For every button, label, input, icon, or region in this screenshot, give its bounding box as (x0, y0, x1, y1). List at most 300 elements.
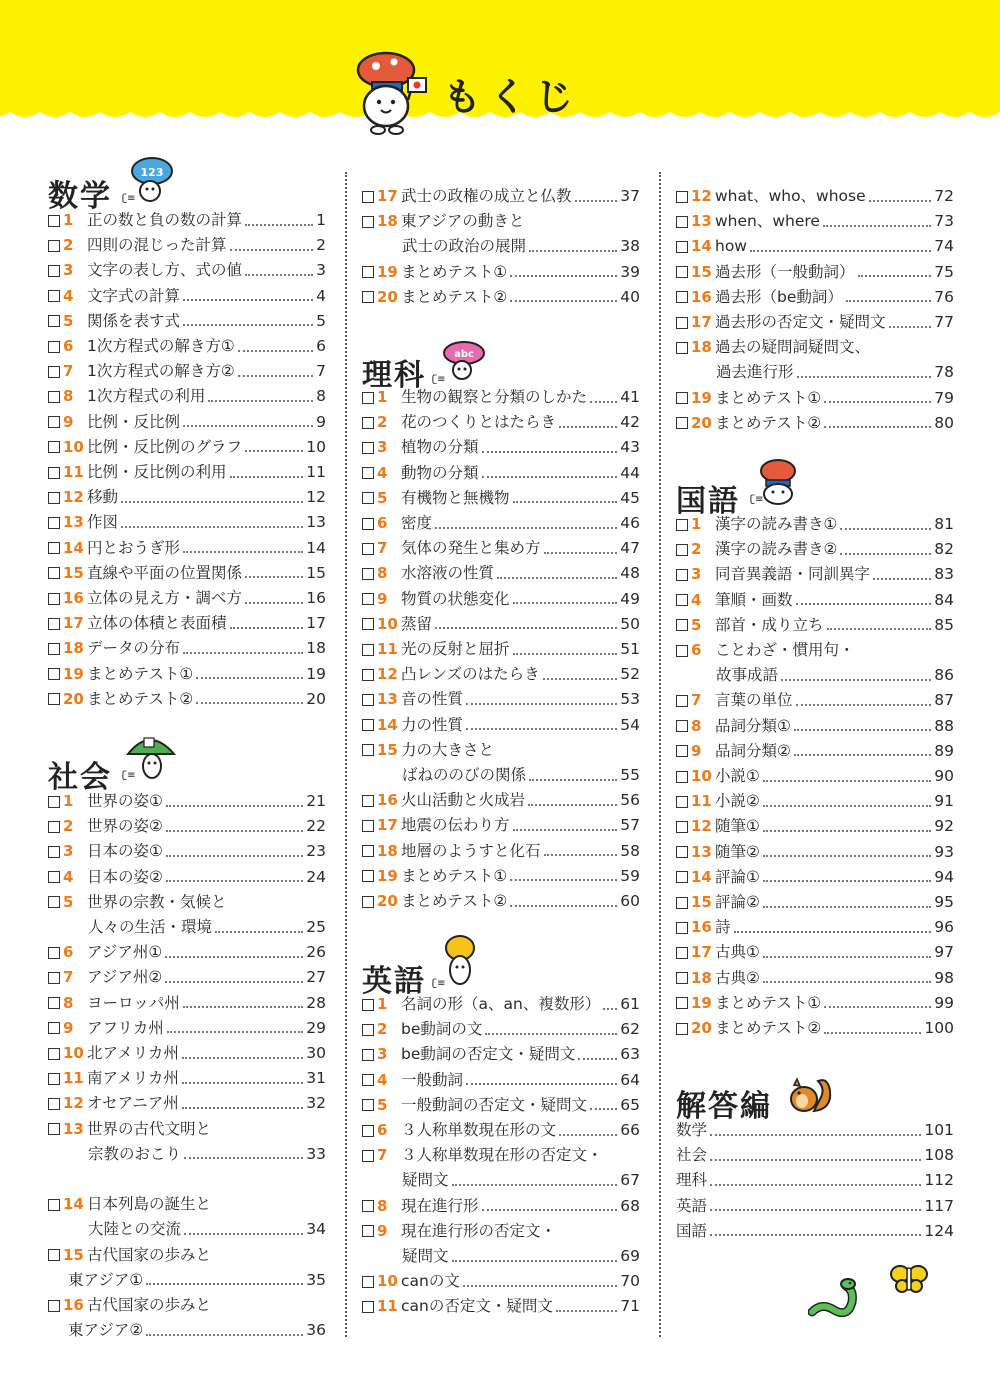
toc-row (676, 966, 954, 991)
page-number: 20 (306, 689, 326, 708)
page-number: 85 (934, 615, 954, 634)
unit-number: 19 (691, 388, 712, 407)
page-number: 86 (934, 666, 954, 685)
unit-number: 2 (377, 1020, 388, 1039)
unit-number: 16 (691, 287, 712, 306)
page-number: 33 (306, 1144, 326, 1163)
unit-number: 19 (377, 866, 398, 885)
checkbox-icon (676, 997, 688, 1009)
unit-title: 武士の政治の展開 (402, 237, 527, 256)
unit-number: 4 (377, 1070, 388, 1089)
leader-dots (245, 602, 303, 604)
toc-row (676, 688, 954, 713)
toc-row (676, 537, 954, 562)
page-number: 36 (306, 1321, 326, 1340)
checkbox-icon (48, 821, 60, 833)
toc-row (48, 460, 326, 485)
toc-row (362, 385, 640, 410)
unit-title: 品詞分類① (715, 716, 791, 735)
unit-title: canの否定文・疑問文 (401, 1297, 553, 1316)
unit-title: 正の数と負の数の計算 (87, 211, 243, 229)
toc-row (676, 260, 954, 285)
toc-row (48, 435, 326, 460)
unit-number: 8 (63, 387, 74, 406)
section-title-math: 数学 (48, 179, 112, 214)
unit-title: 小説① (715, 767, 760, 785)
page-number: 29 (306, 1018, 326, 1037)
unit-number: 2 (63, 817, 74, 836)
checkbox-icon (676, 241, 688, 253)
checkbox-icon (676, 720, 688, 732)
unit-number: 9 (63, 1018, 74, 1037)
toc-row (48, 890, 326, 915)
checkbox-icon (48, 567, 60, 579)
leader-dots (245, 576, 303, 578)
page-number: 64 (620, 1070, 640, 1089)
toc-row (48, 1293, 326, 1318)
unit-number: 8 (377, 1196, 388, 1215)
toc-row (362, 1042, 640, 1067)
toc-row (676, 613, 954, 638)
toc-row (362, 813, 640, 838)
unit-number: 5 (691, 615, 702, 634)
checkbox-icon (676, 191, 688, 203)
leader-dots (763, 906, 931, 908)
leader-dots (230, 627, 304, 629)
toc-row (362, 1068, 640, 1093)
page-number: 37 (620, 187, 640, 205)
page-number: 35 (306, 1270, 326, 1289)
leader-dots (146, 1283, 303, 1285)
answer-row (676, 1143, 954, 1168)
toc-row (362, 738, 640, 763)
unit-number: 15 (377, 740, 398, 759)
svg-text:ʗ≡: ʗ≡ (122, 193, 136, 204)
page-number: 45 (620, 488, 640, 507)
checkbox-icon (676, 417, 688, 429)
unit-number: 11 (691, 792, 712, 811)
unit-title: 動物の分類 (401, 463, 479, 482)
leader-dots (513, 602, 618, 604)
svg-text:ʗ≡: ʗ≡ (750, 494, 764, 505)
page-number: 73 (934, 212, 954, 231)
unit-title: 評論② (715, 893, 760, 911)
checkbox-icon (676, 266, 688, 278)
checkbox-icon (48, 517, 60, 529)
unit-title: 比例・反比例のグラフ (87, 437, 243, 456)
unit-number: 15 (691, 262, 712, 281)
leader-dots (182, 1107, 304, 1109)
unit-title: 南アメリカ州 (87, 1069, 179, 1088)
unit-number: 3 (63, 842, 74, 861)
page-number: 22 (306, 817, 326, 836)
checkbox-icon (362, 266, 374, 278)
toc-row (676, 789, 954, 814)
unit-title: 疑問文 (402, 1171, 449, 1190)
leader-dots (184, 1157, 303, 1159)
unit-number: 20 (377, 287, 398, 306)
unit-number: 19 (63, 664, 84, 683)
unit-title: アフリカ州 (87, 1018, 164, 1037)
page-number: 70 (620, 1272, 640, 1291)
leader-dots (183, 299, 313, 301)
toc-row (676, 310, 954, 335)
leader-dots (510, 905, 617, 907)
page-number: 69 (620, 1247, 640, 1265)
toc-row (48, 1066, 326, 1091)
page-number: 50 (620, 614, 640, 633)
checkbox-icon (48, 290, 60, 302)
leader-dots (794, 754, 931, 756)
toc-row (676, 638, 954, 663)
page-number: 91 (934, 792, 954, 811)
leader-dots (482, 476, 618, 478)
unit-number: 2 (63, 236, 74, 255)
checkbox-icon (362, 1200, 374, 1212)
toc-row (48, 839, 326, 864)
toc-row (362, 184, 640, 209)
leader-dots (510, 275, 617, 277)
mushroom-123-icon (120, 157, 175, 205)
checkbox-icon (48, 492, 60, 504)
toc-row (676, 940, 954, 965)
unit-number: 10 (691, 767, 712, 785)
page-number: 89 (934, 741, 954, 760)
checkbox-icon (362, 1074, 374, 1086)
unit-number: 17 (691, 943, 712, 962)
checkbox-icon (676, 291, 688, 303)
mushroom-red-icon (748, 458, 808, 506)
unit-number: 5 (63, 892, 74, 911)
leader-dots (763, 830, 931, 832)
leader-dots (183, 1006, 304, 1008)
toc-row (362, 511, 640, 536)
unit-title: 詩 (715, 918, 731, 937)
leader-dots (497, 577, 617, 579)
leader-dots (166, 855, 303, 857)
page-number: 19 (306, 664, 326, 683)
unit-title: 宗教のおこり (88, 1144, 182, 1163)
checkbox-icon (362, 392, 374, 404)
unit-title: 作図 (87, 513, 119, 532)
unit-number: 7 (691, 691, 702, 710)
leader-dots (510, 879, 617, 881)
page-number: 58 (620, 841, 640, 860)
checkbox-icon (48, 215, 60, 227)
unit-number: 6 (63, 943, 74, 962)
unit-title: 現在進行形の否定文・ (401, 1221, 557, 1240)
mushroom-yellow-icon (430, 934, 484, 990)
unit-number: 2 (377, 413, 388, 432)
checkbox-icon (48, 1073, 60, 1085)
unit-number: 12 (63, 488, 84, 507)
leader-dots (710, 1184, 921, 1186)
checkbox-icon (48, 366, 60, 378)
toc-row (676, 764, 954, 789)
checkbox-icon (362, 467, 374, 479)
toc-row-continued (676, 360, 954, 385)
unit-number: 16 (63, 589, 84, 607)
checkbox-icon (362, 1150, 374, 1162)
column-divider (345, 172, 347, 1337)
checkbox-icon (676, 569, 688, 581)
page-number: 14 (306, 538, 326, 557)
unit-title: データの分布 (87, 639, 181, 658)
leader-dots (544, 552, 618, 554)
checkbox-icon (362, 216, 374, 228)
checkbox-icon (676, 771, 688, 783)
unit-title: まとめテスト① (715, 993, 822, 1012)
unit-number: 15 (63, 563, 84, 582)
page-number: 75 (934, 262, 954, 281)
unit-title: 立体の見え方・調べ方 (87, 589, 243, 607)
checkbox-icon (362, 417, 374, 429)
leader-dots (510, 300, 617, 302)
checkbox-icon (48, 1022, 60, 1034)
unit-number: 13 (63, 1119, 84, 1138)
unit-title: 光の反射と屈折 (401, 640, 510, 658)
page-number: 47 (620, 539, 640, 558)
page-number: 77 (934, 313, 954, 331)
toc-row (362, 788, 640, 813)
unit-number: 8 (63, 993, 74, 1012)
section-title-japanese: 国語 (676, 484, 740, 519)
unit-title: 英語 (676, 1196, 708, 1215)
toc-row (362, 839, 640, 864)
page-number: 71 (620, 1297, 640, 1316)
answer-row (676, 1118, 954, 1143)
leader-dots (823, 225, 931, 227)
toc-row (48, 284, 326, 309)
leader-dots (513, 829, 618, 831)
checkbox-icon (362, 795, 374, 807)
toc-row (48, 991, 326, 1016)
unit-number: 4 (63, 867, 74, 886)
page-number: 60 (620, 892, 640, 910)
toc-row (48, 258, 326, 283)
leader-dots (245, 450, 303, 452)
page-number: 80 (934, 413, 954, 432)
toc-row (362, 1093, 640, 1118)
checkbox-icon (362, 1225, 374, 1237)
unit-number: 12 (377, 665, 398, 684)
unit-title: 生物の観察と分類のしかた (401, 388, 588, 406)
page-number: 54 (620, 715, 640, 734)
checkbox-icon (48, 1123, 60, 1135)
unit-title: 円とおうぎ形 (87, 538, 181, 557)
unit-number: 17 (691, 313, 712, 331)
unit-title: 植物の分類 (401, 438, 479, 457)
leader-dots (166, 880, 303, 882)
toc-row (48, 865, 326, 890)
unit-title: 日本の姿① (87, 842, 163, 861)
unit-number: 16 (63, 1296, 84, 1314)
checkbox-icon (362, 1024, 374, 1036)
unit-title: 世界の姿② (87, 817, 163, 836)
toc-row-continued (48, 915, 326, 940)
unit-number: 18 (377, 841, 398, 860)
unit-number: 1 (691, 515, 702, 533)
toc-row (676, 814, 954, 839)
leader-dots (529, 779, 617, 781)
checkbox-icon (48, 1098, 60, 1110)
unit-title: アジア州② (87, 968, 163, 987)
unit-title: 現在進行形 (401, 1196, 479, 1215)
unit-number: 11 (63, 463, 84, 481)
leader-dots (466, 728, 617, 730)
unit-number: 1 (63, 792, 74, 810)
unit-title: 世界の古代文明と (87, 1119, 212, 1138)
page-number: 17 (306, 614, 326, 633)
leader-dots (824, 1006, 931, 1008)
unit-title: 武士の政権の成立と仏教 (401, 187, 572, 205)
leader-dots (528, 804, 617, 806)
leader-dots (710, 1159, 921, 1161)
unit-number: 13 (63, 513, 84, 532)
unit-number: 7 (63, 968, 74, 987)
unit-title: 筆順・画数 (715, 590, 793, 609)
unit-title: 古代国家の歩みと (87, 1245, 212, 1264)
leader-dots (230, 249, 314, 251)
unit-title: 有機物と無機物 (401, 488, 510, 507)
toc-row (676, 739, 954, 764)
checkbox-icon (362, 1099, 374, 1111)
toc-row (48, 208, 326, 233)
unit-number: 11 (377, 640, 398, 658)
toc-row (48, 485, 326, 510)
leader-dots (146, 1334, 303, 1336)
unit-number: 9 (691, 741, 702, 760)
page-number: 44 (620, 463, 640, 482)
leader-dots (750, 250, 931, 252)
page-number: 99 (934, 993, 954, 1012)
leader-dots (840, 553, 931, 555)
page-number: 112 (924, 1171, 954, 1190)
unit-title: 立体の体積と表面積 (87, 614, 227, 633)
checkbox-icon (362, 719, 374, 731)
unit-number: 19 (377, 262, 398, 281)
toc-row (362, 1143, 640, 1168)
unit-number: 8 (377, 564, 388, 583)
page-number: 100 (924, 1019, 954, 1037)
checkbox-icon (362, 593, 374, 605)
page-number: 28 (306, 993, 326, 1012)
unit-title: まとめテスト② (715, 413, 822, 432)
unit-number: 3 (691, 565, 702, 584)
unit-title: 力の性質 (401, 715, 464, 734)
unit-title: when、where (715, 212, 820, 231)
page-number: 95 (934, 893, 954, 911)
checkbox-icon (48, 542, 60, 554)
toc-row (48, 1192, 326, 1217)
page-number: 61 (620, 995, 640, 1013)
unit-title: 1次方程式の利用 (87, 387, 206, 406)
toc-row (676, 209, 954, 234)
checkbox-icon (48, 846, 60, 858)
toc-row (48, 359, 326, 384)
checkbox-icon (676, 796, 688, 808)
toc-row (48, 1091, 326, 1116)
page-number: 13 (306, 513, 326, 532)
unit-number: 20 (63, 689, 84, 708)
unit-title: まとめテスト① (401, 262, 508, 281)
unit-title: 過去形（一般動詞） (715, 262, 855, 281)
checkbox-icon (362, 744, 374, 756)
leader-dots (245, 224, 313, 226)
checkbox-icon (676, 922, 688, 934)
leader-dots (482, 1209, 618, 1211)
leader-dots (763, 780, 931, 782)
unit-number: 11 (63, 1069, 84, 1088)
leader-dots (873, 578, 931, 580)
toc-row (48, 536, 326, 561)
unit-title: アジア州① (87, 943, 163, 962)
leader-dots (466, 703, 617, 705)
checkbox-icon (48, 796, 60, 808)
leader-dots (196, 677, 303, 679)
unit-title: 物質の状態変化 (401, 589, 510, 608)
page-number: 72 (934, 187, 954, 205)
checkbox-icon (48, 341, 60, 353)
unit-number: 6 (377, 1121, 388, 1139)
page-number: 63 (620, 1045, 640, 1064)
unit-number: 14 (691, 867, 712, 886)
svg-text:ʗ≡: ʗ≡ (122, 770, 136, 781)
svg-text:ʗ≡: ʗ≡ (432, 978, 446, 989)
leader-dots (166, 805, 303, 807)
page-number: 11 (306, 463, 326, 481)
page-number: 124 (924, 1221, 954, 1240)
leader-dots (167, 1031, 304, 1033)
checkbox-icon (48, 668, 60, 680)
page-number: 82 (934, 540, 954, 559)
checkbox-icon (48, 871, 60, 883)
page-number: 83 (934, 565, 954, 584)
leader-dots (827, 628, 932, 630)
toc-row (362, 536, 640, 561)
unit-title: まとめテスト① (87, 664, 194, 683)
checkbox-icon (362, 1301, 374, 1313)
unit-title: 花のつくりとはたらき (401, 413, 557, 432)
unit-title: 数学 (676, 1121, 708, 1139)
unit-title: 名詞の形（a、an、複数形） (401, 995, 601, 1013)
page-number: 15 (306, 563, 326, 582)
page-number: 78 (934, 363, 954, 382)
unit-title: 過去の疑問詞疑問文、 (715, 338, 871, 357)
checkbox-icon (676, 544, 688, 556)
checkbox-icon (48, 1199, 60, 1211)
leader-dots (466, 1083, 617, 1085)
unit-number: 17 (63, 614, 84, 633)
unit-title: 社会 (676, 1146, 708, 1165)
unit-title: 北アメリカ州 (87, 1044, 179, 1062)
section-title-social: 社会 (48, 760, 112, 795)
page-number: 12 (306, 488, 326, 507)
page-number: 32 (306, 1094, 326, 1113)
unit-number: 4 (377, 463, 388, 482)
leader-dots (208, 400, 313, 402)
leader-dots (797, 376, 932, 378)
page-number: 90 (934, 767, 954, 785)
toc-row (48, 611, 326, 636)
unit-title: 文字式の計算 (87, 286, 181, 305)
page-number: 67 (620, 1171, 640, 1190)
page-number: 8 (316, 387, 326, 406)
section-title-science: 理科 (362, 358, 426, 393)
unit-number: 1 (63, 211, 74, 229)
unit-title: まとめテスト② (401, 892, 508, 910)
toc-row (676, 512, 954, 537)
